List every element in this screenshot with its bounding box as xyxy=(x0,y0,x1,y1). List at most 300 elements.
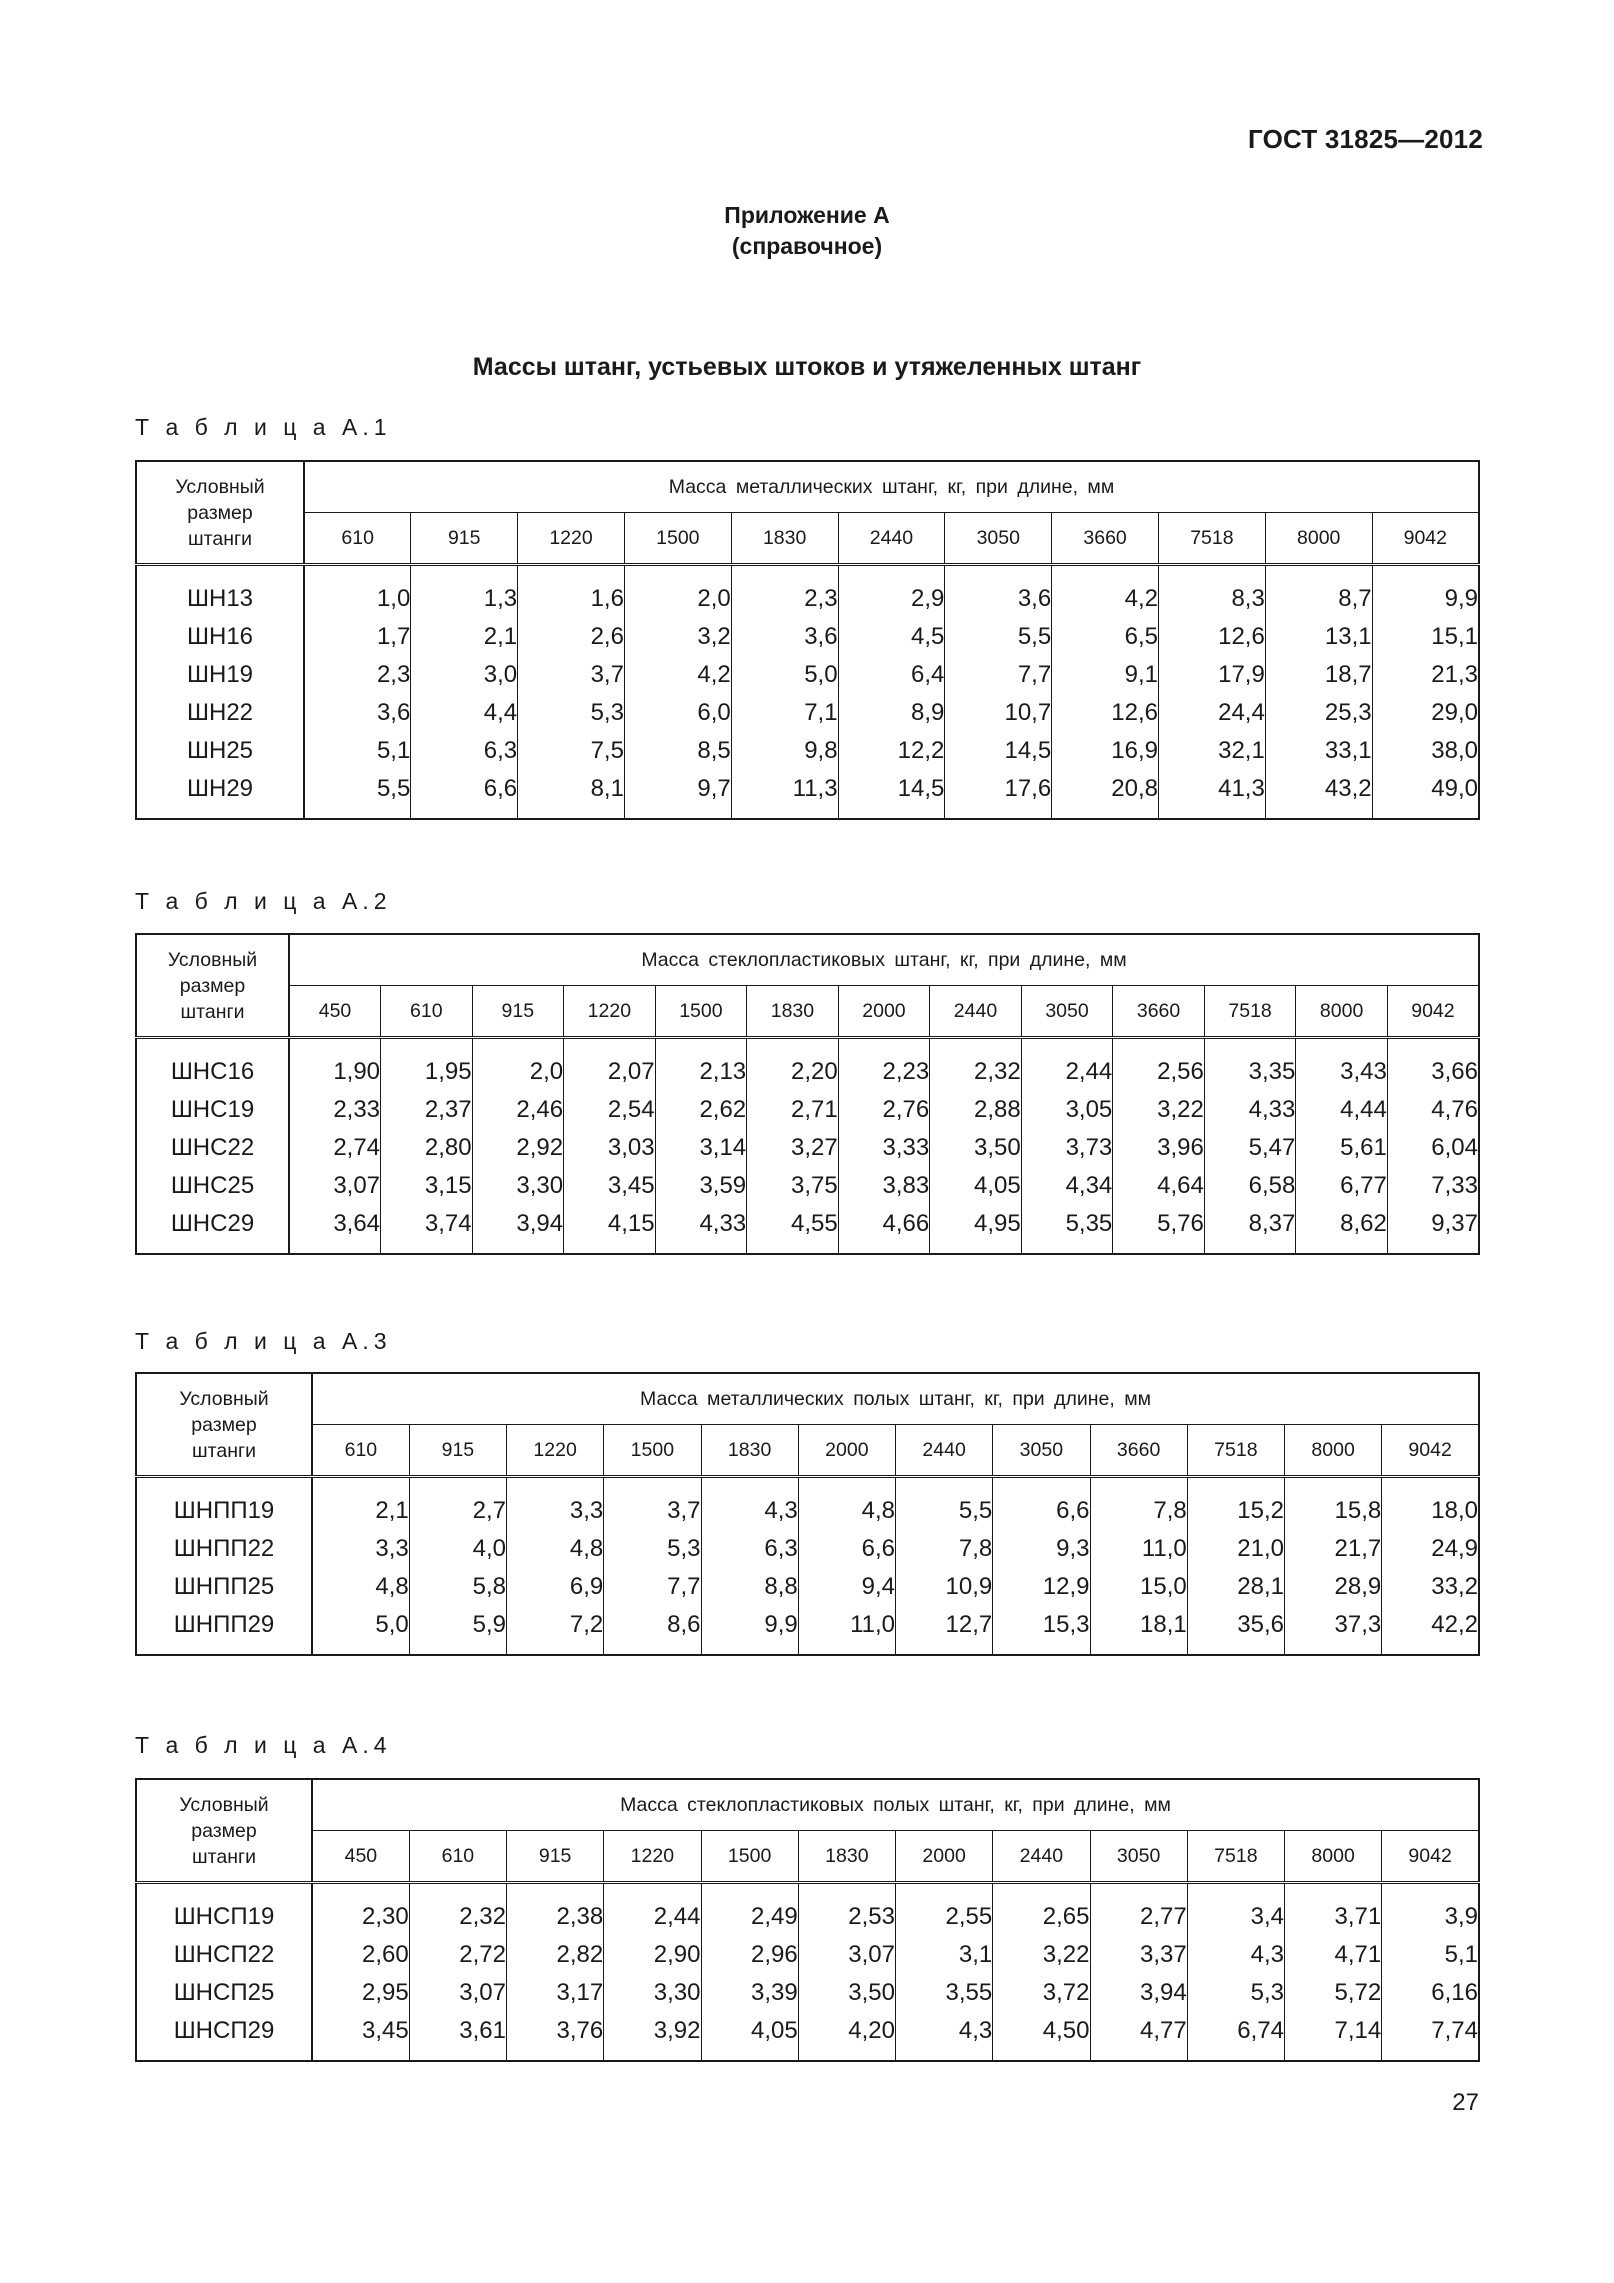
mass-cell: 1,6 xyxy=(518,580,625,618)
mass-cell: 2,7 xyxy=(409,1492,506,1530)
rod-size-cell: ШНС16 xyxy=(136,1053,289,1091)
mass-cell: 4,8 xyxy=(507,1530,604,1568)
table-head xyxy=(136,461,1479,565)
rod-size-cell: ШНСП25 xyxy=(136,1974,312,2012)
mass-cell: 3,45 xyxy=(362,2017,409,2044)
mass-cell: 42,2 xyxy=(1382,1606,1479,1655)
spacer-cell xyxy=(518,565,625,581)
mass-cell: 28,1 xyxy=(1187,1568,1284,1606)
mass-cell: 3,07 xyxy=(798,1936,895,1974)
spacer-row xyxy=(136,1038,1479,1054)
rod-size-cell: ШНПП29 xyxy=(136,1606,312,1655)
rod-size-cell: ШНСП29 xyxy=(136,2012,312,2061)
mass-cell: 4,44 xyxy=(1296,1091,1388,1129)
row-header-line: штанги xyxy=(188,527,252,550)
column-header: 8000 xyxy=(1285,1425,1382,1477)
mass-cell: 4,66 xyxy=(838,1205,930,1254)
mass-cell: 4,3 xyxy=(896,2012,993,2061)
mass-cell: 37,3 xyxy=(1285,1606,1382,1655)
column-header: 7518 xyxy=(1159,513,1266,565)
row-header-line: Условный xyxy=(179,1387,269,1410)
table-head xyxy=(136,934,1479,1038)
mass-cell: 9,4 xyxy=(798,1568,895,1606)
table-row xyxy=(136,1492,1479,1530)
row-header-line: Условный xyxy=(179,1793,269,1816)
mass-cell: 8,37 xyxy=(1204,1205,1296,1254)
mass-cell: 49,0 xyxy=(1372,770,1479,819)
spacer-cell xyxy=(624,565,731,581)
spacer-cell xyxy=(136,1038,289,1054)
page-number: 27 xyxy=(1452,2089,1479,2116)
spacer-cell xyxy=(409,1883,506,1899)
spacer-cell xyxy=(507,1883,604,1899)
rod-size-cell: ШН13 xyxy=(136,580,304,618)
spacer-cell xyxy=(798,1477,895,1493)
mass-cell: 2,65 xyxy=(993,1898,1090,1936)
mass-cell: 3,96 xyxy=(1113,1129,1205,1167)
mass-cell: 15,0 xyxy=(1090,1568,1187,1606)
mass-cell: 17,6 xyxy=(945,770,1052,819)
spacer-cell xyxy=(136,565,304,581)
mass-cell: 12,7 xyxy=(896,1606,993,1655)
mass-cell: 4,71 xyxy=(1285,1936,1382,1974)
mass-cell: 8,3 xyxy=(1159,580,1266,618)
spacer-cell xyxy=(1285,1477,1382,1493)
mass-cell: 4,2 xyxy=(1052,580,1159,618)
column-header: 1220 xyxy=(604,1831,701,1883)
table-body xyxy=(136,1038,1479,1255)
mass-cell: 4,8 xyxy=(798,1492,895,1530)
table-caption-a2: Т а б л и ц а А.2 xyxy=(135,888,392,914)
spacer-cell xyxy=(604,1477,701,1493)
spacer-row xyxy=(136,1883,1479,1899)
spacer-cell xyxy=(304,565,411,581)
column-header: 3050 xyxy=(1090,1831,1187,1883)
spacer-cell xyxy=(381,1038,473,1054)
spacer-cell xyxy=(507,1477,604,1493)
column-header: 450 xyxy=(289,986,381,1038)
mass-cell: 6,6 xyxy=(993,1492,1090,1530)
mass-cell: 15,1 xyxy=(1372,618,1479,656)
rod-size-cell: ШНС29 xyxy=(136,1205,289,1254)
mass-cell: 3,83 xyxy=(838,1167,930,1205)
mass-cell: 2,49 xyxy=(701,1898,798,1936)
mass-cell: 2,1 xyxy=(411,618,518,656)
mass-cell: 33,2 xyxy=(1382,1568,1479,1606)
mass-cell: 5,76 xyxy=(1113,1205,1205,1254)
rod-size-cell: ШН22 xyxy=(136,694,304,732)
mass-cell: 21,0 xyxy=(1187,1530,1284,1568)
table-row xyxy=(136,618,1479,656)
row-header-line: размер xyxy=(179,974,246,997)
mass-cell: 3,6 xyxy=(731,618,838,656)
table-row xyxy=(136,1974,1479,2012)
mass-cell: 3,55 xyxy=(896,1974,993,2012)
mass-cell: 2,0 xyxy=(472,1053,564,1091)
mass-cell: 6,77 xyxy=(1296,1167,1388,1205)
column-header: 2000 xyxy=(838,986,930,1038)
mass-cell: 9,8 xyxy=(731,732,838,770)
spacer-cell xyxy=(945,565,1052,581)
mass-cell: 2,53 xyxy=(798,1898,895,1936)
mass-cell: 11,3 xyxy=(731,770,838,819)
table-header-row xyxy=(136,1779,1479,1831)
mass-cell: 6,3 xyxy=(701,1530,798,1568)
mass-cell: 3,4 xyxy=(1187,1898,1284,1936)
row-header-line: размер xyxy=(191,1819,257,1842)
mass-cell: 3,50 xyxy=(798,1974,895,2012)
mass-cell: 3,50 xyxy=(930,1129,1022,1167)
spacer-cell xyxy=(1372,565,1479,581)
mass-cell: 20,8 xyxy=(1052,770,1159,819)
column-header: 610 xyxy=(304,513,411,565)
mass-cell: 5,0 xyxy=(731,656,838,694)
table-a2 xyxy=(135,933,1480,1255)
column-header: 450 xyxy=(312,1831,409,1883)
mass-cell: 3,94 xyxy=(1090,1974,1187,2012)
mass-cell: 5,3 xyxy=(518,694,625,732)
mass-cell: 6,6 xyxy=(798,1530,895,1568)
column-header: 2440 xyxy=(896,1425,993,1477)
spacer-cell xyxy=(1387,1038,1479,1054)
mass-cell: 3,15 xyxy=(381,1167,473,1205)
mass-cell: 3,39 xyxy=(701,1974,798,2012)
column-header-row xyxy=(136,1831,1479,1883)
table-caption-a3: Т а б л и ц а А.3 xyxy=(135,1328,392,1354)
mass-cell: 2,77 xyxy=(1090,1898,1187,1936)
spacer-cell xyxy=(1382,1883,1479,1899)
column-header: 2000 xyxy=(798,1425,895,1477)
spacer-cell xyxy=(1090,1883,1187,1899)
mass-cell: 2,90 xyxy=(604,1936,701,1974)
mass-cell: 2,9 xyxy=(838,580,945,618)
mass-cell: 5,5 xyxy=(896,1492,993,1530)
mass-cell: 3,22 xyxy=(993,1936,1090,1974)
mass-cell: 4,15 xyxy=(564,1205,656,1254)
mass-cell: 2,30 xyxy=(362,1903,409,1930)
table-row xyxy=(136,1091,1479,1129)
mass-cell: 5,5 xyxy=(376,775,411,802)
spacer-cell xyxy=(1187,1883,1284,1899)
column-header: 1220 xyxy=(507,1425,604,1477)
table-row xyxy=(136,1129,1479,1167)
rod-size-cell: ШНСП22 xyxy=(136,1936,312,1974)
table-row xyxy=(136,2012,1479,2061)
spacer-cell xyxy=(312,1477,409,1493)
spacer-cell xyxy=(896,1883,993,1899)
mass-cell: 3,17 xyxy=(507,1974,604,2012)
mass-cell: 6,6 xyxy=(411,770,518,819)
mass-cell: 3,0 xyxy=(411,656,518,694)
mass-cell: 6,58 xyxy=(1204,1167,1296,1205)
row-header-line: Условный xyxy=(167,948,258,971)
spacer-cell xyxy=(896,1477,993,1493)
mass-cell: 3,37 xyxy=(1090,1936,1187,1974)
rod-size-cell: ШНС25 xyxy=(136,1167,289,1205)
mass-cell: 3,6 xyxy=(376,699,411,726)
group-header: Масса металлических полых штанг, кг, при длине, мм xyxy=(312,1373,1479,1425)
mass-cell: 3,94 xyxy=(472,1205,564,1254)
mass-cell: 9,9 xyxy=(1372,580,1479,618)
column-header: 915 xyxy=(472,986,564,1038)
mass-cell: 8,6 xyxy=(604,1606,701,1655)
mass-cell: 4,05 xyxy=(930,1167,1022,1205)
column-header: 2440 xyxy=(838,513,945,565)
mass-cell: 2,60 xyxy=(362,1941,409,1968)
spacer-cell xyxy=(731,565,838,581)
mass-cell: 3,75 xyxy=(747,1167,839,1205)
mass-cell: 2,46 xyxy=(472,1091,564,1129)
mass-cell: 4,0 xyxy=(409,1530,506,1568)
row-header-cell xyxy=(136,461,304,565)
mass-cell: 6,4 xyxy=(838,656,945,694)
column-header: 7518 xyxy=(1187,1425,1284,1477)
mass-cell: 5,72 xyxy=(1285,1974,1382,2012)
mass-cell: 4,95 xyxy=(930,1205,1022,1254)
table-caption-a4: Т а б л и ц а А.4 xyxy=(135,1732,392,1758)
mass-cell: 3,9 xyxy=(1382,1898,1479,1936)
table-row xyxy=(136,1936,1479,1974)
column-header: 9042 xyxy=(1372,513,1479,565)
mass-cell: 2,32 xyxy=(409,1898,506,1936)
mass-cell: 24,9 xyxy=(1382,1530,1479,1568)
mass-cell: 3,07 xyxy=(409,1974,506,2012)
column-header: 7518 xyxy=(1204,986,1296,1038)
mass-cell: 2,55 xyxy=(896,1898,993,1936)
group-header: Масса металлических штанг, кг, при длине, мм xyxy=(304,461,1479,513)
mass-cell: 21,3 xyxy=(1372,656,1479,694)
table-head xyxy=(136,1779,1479,1883)
column-header: 8000 xyxy=(1285,1831,1382,1883)
column-header: 1500 xyxy=(701,1831,798,1883)
mass-cell: 4,76 xyxy=(1387,1091,1479,1129)
mass-cell: 9,9 xyxy=(701,1606,798,1655)
column-header: 610 xyxy=(409,1831,506,1883)
mass-cell: 2,71 xyxy=(747,1091,839,1129)
mass-cell: 4,33 xyxy=(1204,1091,1296,1129)
mass-cell: 18,0 xyxy=(1382,1492,1479,1530)
column-header: 8000 xyxy=(1296,986,1388,1038)
table-row xyxy=(136,1053,1479,1091)
mass-cell: 12,6 xyxy=(1159,618,1266,656)
column-header: 3050 xyxy=(945,513,1052,565)
row-header-line: штанги xyxy=(192,1439,256,1462)
spacer-cell xyxy=(1159,565,1266,581)
row-header-cell xyxy=(136,1779,312,1883)
mass-cell: 1,0 xyxy=(376,585,411,612)
mass-cell: 10,9 xyxy=(896,1568,993,1606)
standard-number: ГОСТ 31825—2012 xyxy=(1248,124,1483,154)
column-header-row xyxy=(136,513,1479,565)
mass-cell: 3,61 xyxy=(409,2012,506,2061)
mass-cell: 2,44 xyxy=(604,1898,701,1936)
mass-cell: 15,8 xyxy=(1285,1492,1382,1530)
mass-cell: 3,07 xyxy=(333,1172,381,1199)
mass-cell: 1,7 xyxy=(376,623,411,650)
mass-cell: 3,7 xyxy=(518,656,625,694)
mass-cell: 3,03 xyxy=(564,1129,656,1167)
mass-cell: 4,4 xyxy=(411,694,518,732)
column-header: 9042 xyxy=(1382,1831,1479,1883)
mass-cell: 25,3 xyxy=(1265,694,1372,732)
mass-cell: 5,35 xyxy=(1021,1205,1113,1254)
column-header: 2440 xyxy=(930,986,1022,1038)
spacer-cell xyxy=(838,1038,930,1054)
table-header-row xyxy=(136,461,1479,513)
column-header: 915 xyxy=(409,1425,506,1477)
mass-cell: 2,33 xyxy=(333,1096,381,1123)
rod-size-cell: ШНПП25 xyxy=(136,1568,312,1606)
mass-cell: 3,3 xyxy=(375,1535,409,1562)
spacer-cell xyxy=(993,1477,1090,1493)
spacer-row xyxy=(136,1477,1479,1493)
mass-cell: 11,0 xyxy=(1090,1530,1187,1568)
column-header: 1500 xyxy=(624,513,731,565)
mass-cell: 3,7 xyxy=(604,1492,701,1530)
mass-cell: 2,0 xyxy=(624,580,731,618)
mass-cell: 5,3 xyxy=(604,1530,701,1568)
mass-cell: 2,23 xyxy=(838,1053,930,1091)
spacer-cell xyxy=(1021,1038,1113,1054)
rod-size-cell: ШН29 xyxy=(136,770,304,819)
mass-cell: 4,5 xyxy=(838,618,945,656)
mass-cell: 2,56 xyxy=(1113,1053,1205,1091)
mass-cell: 10,7 xyxy=(945,694,1052,732)
mass-cell: 3,35 xyxy=(1204,1053,1296,1091)
column-header: 7518 xyxy=(1187,1831,1284,1883)
mass-cell: 6,0 xyxy=(624,694,731,732)
appendix-title: Приложение А xyxy=(724,202,890,228)
mass-cell: 1,3 xyxy=(411,580,518,618)
rod-size-cell: ШНСП19 xyxy=(136,1898,312,1936)
table-row xyxy=(136,580,1479,618)
spacer-cell xyxy=(409,1477,506,1493)
table-header-row xyxy=(136,934,1479,986)
mass-cell: 2,76 xyxy=(838,1091,930,1129)
spacer-cell xyxy=(747,1038,839,1054)
mass-cell: 8,62 xyxy=(1296,1205,1388,1254)
mass-cell: 18,1 xyxy=(1090,1606,1187,1655)
mass-cell: 3,2 xyxy=(624,618,731,656)
mass-cell: 5,61 xyxy=(1296,1129,1388,1167)
mass-cell: 3,73 xyxy=(1021,1129,1113,1167)
mass-cell: 6,3 xyxy=(411,732,518,770)
mass-cell: 7,7 xyxy=(945,656,1052,694)
mass-cell: 14,5 xyxy=(945,732,1052,770)
column-header: 1220 xyxy=(518,513,625,565)
table-body xyxy=(136,565,1479,820)
mass-cell: 2,88 xyxy=(930,1091,1022,1129)
table-row xyxy=(136,770,1479,819)
row-header-cell xyxy=(136,1373,312,1477)
row-header-line: размер xyxy=(191,1413,257,1436)
column-header: 3660 xyxy=(1113,986,1205,1038)
mass-cell: 33,1 xyxy=(1265,732,1372,770)
mass-cell: 6,9 xyxy=(507,1568,604,1606)
column-header: 3660 xyxy=(1090,1425,1187,1477)
mass-cell: 4,50 xyxy=(993,2012,1090,2061)
table-row xyxy=(136,1568,1479,1606)
spacer-cell xyxy=(1090,1477,1187,1493)
mass-cell: 38,0 xyxy=(1372,732,1479,770)
table-row xyxy=(136,694,1479,732)
column-header: 2440 xyxy=(993,1831,1090,1883)
mass-cell: 3,76 xyxy=(507,2012,604,2061)
mass-cell: 3,27 xyxy=(747,1129,839,1167)
spacer-cell xyxy=(472,1038,564,1054)
column-header: 915 xyxy=(507,1831,604,1883)
table-row xyxy=(136,656,1479,694)
mass-cell: 6,74 xyxy=(1187,2012,1284,2061)
mass-cell: 2,20 xyxy=(747,1053,839,1091)
spacer-cell xyxy=(993,1883,1090,1899)
mass-cell: 6,16 xyxy=(1382,1974,1479,2012)
column-header: 1220 xyxy=(564,986,656,1038)
table-row xyxy=(136,732,1479,770)
mass-cell: 3,33 xyxy=(838,1129,930,1167)
rod-size-cell: ШНС19 xyxy=(136,1091,289,1129)
mass-cell: 4,3 xyxy=(701,1492,798,1530)
mass-cell: 41,3 xyxy=(1159,770,1266,819)
mass-cell: 35,6 xyxy=(1187,1606,1284,1655)
row-header-line: размер xyxy=(187,501,253,524)
mass-cell: 6,5 xyxy=(1052,618,1159,656)
mass-cell: 6,04 xyxy=(1387,1129,1479,1167)
column-header: 610 xyxy=(312,1425,409,1477)
mass-cell: 29,0 xyxy=(1372,694,1479,732)
mass-cell: 5,1 xyxy=(1382,1936,1479,1974)
mass-cell: 8,7 xyxy=(1265,580,1372,618)
mass-cell: 3,14 xyxy=(655,1129,747,1167)
mass-cell: 3,43 xyxy=(1296,1053,1388,1091)
spacer-cell xyxy=(655,1038,747,1054)
mass-cell: 1,90 xyxy=(333,1058,381,1085)
mass-cell: 3,92 xyxy=(604,2012,701,2061)
mass-cell: 2,07 xyxy=(564,1053,656,1091)
mass-cell: 2,74 xyxy=(333,1134,381,1161)
mass-cell: 18,7 xyxy=(1265,656,1372,694)
column-header: 1500 xyxy=(604,1425,701,1477)
mass-cell: 5,0 xyxy=(375,1611,409,1638)
mass-cell: 2,92 xyxy=(472,1129,564,1167)
table-body xyxy=(136,1883,1479,2062)
mass-cell: 7,14 xyxy=(1285,2012,1382,2061)
spacer-cell xyxy=(564,1038,656,1054)
column-header-row xyxy=(136,1425,1479,1477)
mass-cell: 2,38 xyxy=(507,1898,604,1936)
mass-cell: 4,34 xyxy=(1021,1167,1113,1205)
column-header: 915 xyxy=(411,513,518,565)
column-header: 8000 xyxy=(1265,513,1372,565)
spacer-cell xyxy=(1052,565,1159,581)
mass-cell: 3,66 xyxy=(1387,1053,1479,1091)
table-row xyxy=(136,1205,1479,1254)
mass-cell: 4,77 xyxy=(1090,2012,1187,2061)
mass-cell: 7,2 xyxy=(507,1606,604,1655)
mass-cell: 2,6 xyxy=(518,618,625,656)
mass-cell: 5,9 xyxy=(409,1606,506,1655)
mass-cell: 2,1 xyxy=(375,1497,409,1524)
mass-cell: 7,33 xyxy=(1387,1167,1479,1205)
spacer-cell xyxy=(798,1883,895,1899)
spacer-cell xyxy=(604,1883,701,1899)
appendix-subtitle: (справочное) xyxy=(731,233,883,259)
table-body xyxy=(136,1477,1479,1656)
spacer-cell xyxy=(1204,1038,1296,1054)
spacer-cell xyxy=(1382,1477,1479,1493)
mass-cell: 3,22 xyxy=(1113,1091,1205,1129)
mass-cell: 28,9 xyxy=(1285,1568,1382,1606)
